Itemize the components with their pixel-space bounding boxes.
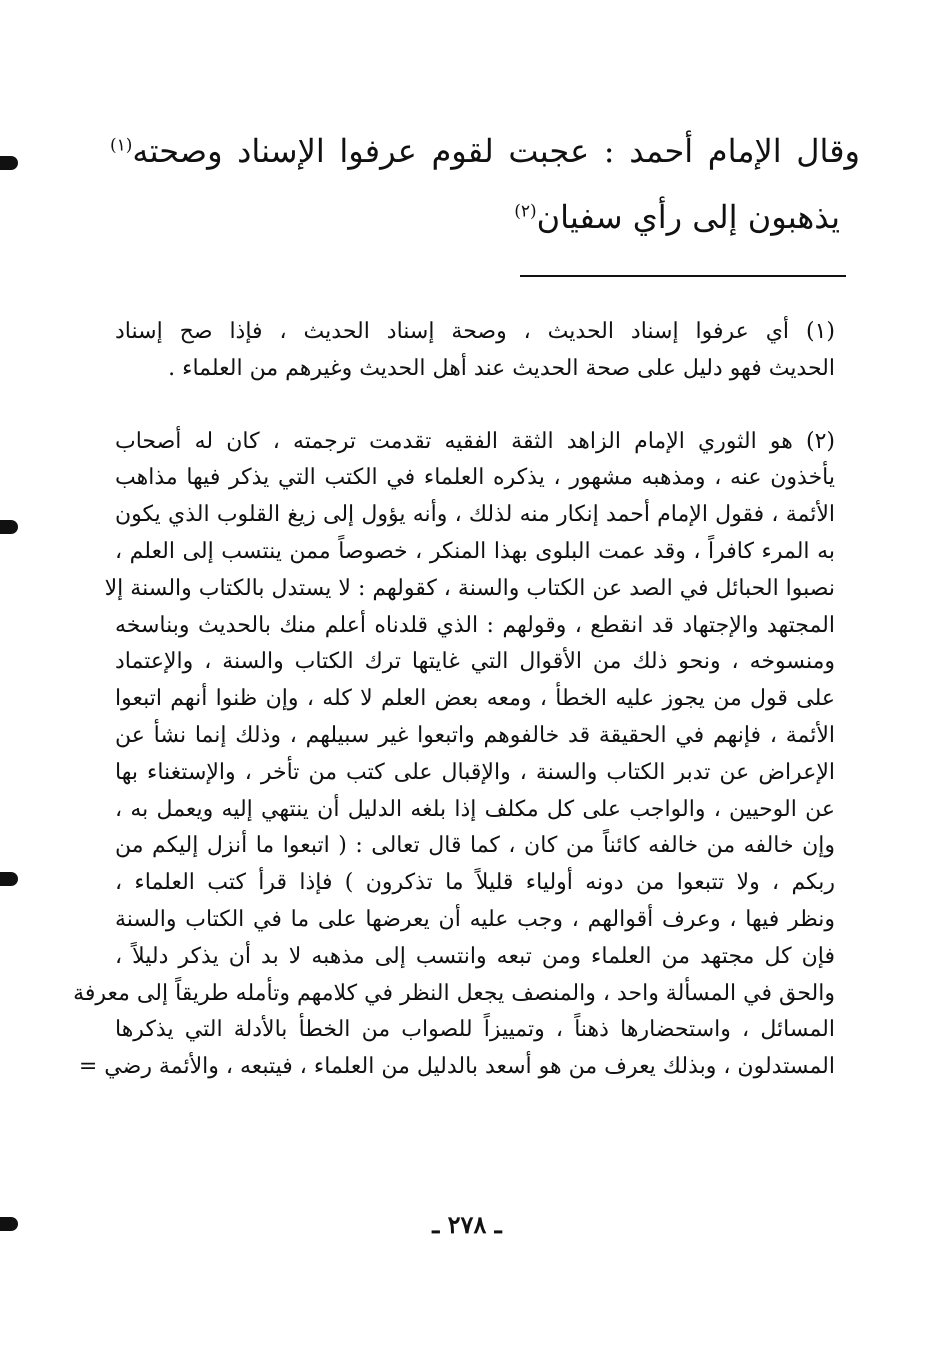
footnote-2-line: (٢) هو الثوري الإمام الزاهد الثقة الفقيه تقدمت ترجمته ، كان له أصحاب xyxy=(115,428,835,454)
footnote-1-line: (١) أي عرفوا إسناد الحديث ، وصحة إسناد الحديث ، فإذا صح إسناد xyxy=(115,319,835,344)
binding-mark-1 xyxy=(0,156,18,170)
binding-mark-2 xyxy=(0,520,18,534)
footnote-separator xyxy=(520,275,846,277)
footnote-2-line: به المرء كافراً ، وقد عمت البلوى بهذا المنكر ، خصوصاً ممن ينتسب إلى العلم ، xyxy=(115,538,835,564)
footnotes xyxy=(73,314,835,1122)
footnote-2-line: ونظر فيها ، وعرف أقوالهم ، وجب عليه أن يعرضها على ما في الكتاب والسنة xyxy=(115,906,835,932)
footnote-2-line: على قول من يجوز عليه الخطأ ، ومعه بعض العلم لا كله ، وإن ظنوا أنهم اتبعوا xyxy=(115,686,835,712)
main-line-2 xyxy=(110,184,840,250)
page-number: ـ ٢٧٨ ـ xyxy=(432,1210,502,1239)
footnote-ref-1: (١) xyxy=(110,135,133,156)
footnote-2-line: المسائل ، واستحضارها ذهناً ، وتمييزاً للصواب من الخطأ بالأدلة التي يذكرها xyxy=(115,1017,835,1043)
footnote-2-line: الأئمة ، فإنهم في الحقيقة قد خالفوهم واتبعوا غير سبيلهم ، وذلك إنما نشأ عن xyxy=(115,722,835,748)
footnote-2-line: عن الوحيين ، والواجب على كل مكلف إذا بلغه الدليل أن ينتهي إليه ويعمل به ، xyxy=(115,796,835,822)
footnote-2-line: ربكم ، ولا تتبعوا من دونه أولياء قليلاً ما تذكرون ) فإذا قرأ كتب العلماء ، xyxy=(115,870,835,896)
footnote-ref-2: (٢) xyxy=(514,201,537,222)
footnote-2-line: نصبوا الحبائل في الصد عن الكتاب والسنة ، كقولهم : لا يستدل بالكتاب والسنة إلا xyxy=(104,575,835,601)
footnote-2 xyxy=(73,424,835,1086)
footnote-2-line: يأخذون عنه ، ومذهبه مشهور ، يذكره العلماء في الكتب التي يذكر فيها مذاهب xyxy=(115,465,835,491)
footnote-2-line: فإن كل مجتهد من العلماء ومن تبعه وانتسب إلى مذهبه لا بد أن يذكر دليلاً ، xyxy=(115,943,835,969)
footnote-1 xyxy=(115,314,835,388)
footnote-2-line: المجتهد والإجتهاد قد انقطع ، وقولهم : الذي قلدناه أعلم منك بالحديث وبناسخه xyxy=(115,612,835,638)
footnote-2-line: والحق في المسألة واحد ، والمنصف يجعل النظر في كلامهم وتأمله طريقاً إلى معرفة xyxy=(73,980,835,1006)
main-line-1 xyxy=(110,118,860,184)
footnote-2-line: المستدلون ، وبذلك يعرف من هو أسعد بالدليل من العلماء ، فيتبعه ، والأئمة رضي = xyxy=(78,1054,835,1080)
footnote-2-line: ومنسوخه ، ونحو ذلك من الأقوال التي غايتها ترك الكتاب والسنة ، والإعتماد xyxy=(115,649,835,675)
footnote-2-line: الأئمة ، فقول الإمام أحمد إنكار منه لذلك ، وأنه يؤول إلى زيغ القلوب الذي يكون xyxy=(115,502,835,528)
main-line-1-text: وقال الإمام أحمد : عجبت لقوم عرفوا الإسناد وصحته xyxy=(132,132,860,170)
footnote-2-line: الإعراض عن تدبر الكتاب والسنة ، والإقبال على كتب من تأخر ، والإستغناء بها xyxy=(115,759,835,785)
main-line-2-text: يذهبون إلى رأي سفيان xyxy=(536,198,840,236)
binding-mark-3 xyxy=(0,872,18,886)
footnote-1-line: الحديث فهو دليل على صحة الحديث عند أهل الحديث وغيرهم من العلماء . xyxy=(168,355,835,381)
footnote-2-line: وإن خالفه من خالفه كائناً من كان ، كما قال تعالى : ( اتبعوا ما أنزل إليكم من xyxy=(115,833,835,859)
main-text xyxy=(110,118,860,250)
